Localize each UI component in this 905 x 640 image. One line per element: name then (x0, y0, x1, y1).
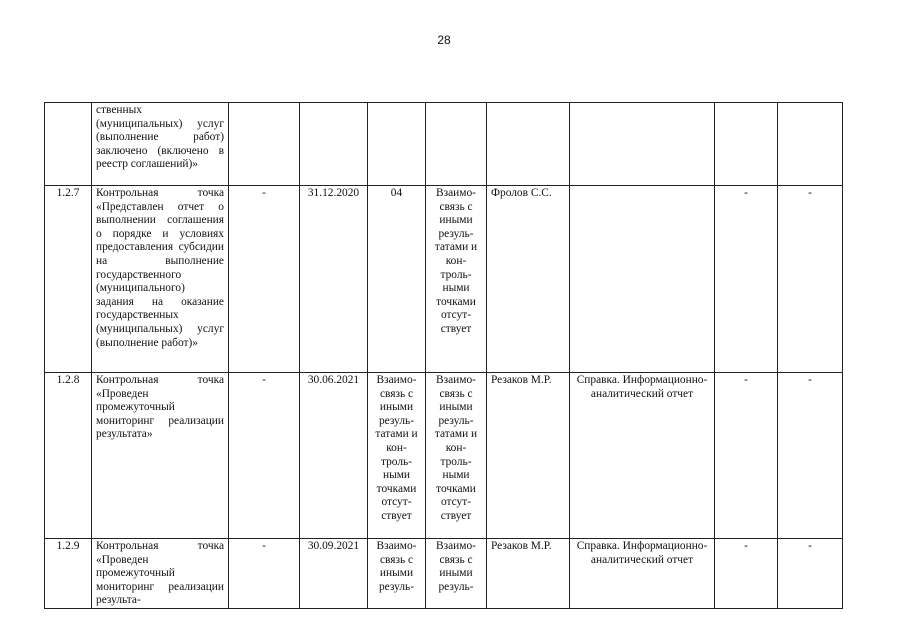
cell-col9: - (715, 539, 778, 609)
cell-responsible: Фролов С.С. (487, 186, 570, 373)
cell-description: Контрольная точка «Проведен промежуточный мониторинг реализации результата» (92, 373, 229, 539)
cell-col10 (778, 103, 843, 186)
cell-report: Справка. Информационно-аналитический отчет (570, 373, 715, 539)
cell-col9 (715, 103, 778, 186)
cell-col9: - (715, 373, 778, 539)
cell-start: - (229, 373, 300, 539)
cell-col10: - (778, 373, 843, 539)
cell-predecessor: Взаимо- связь с иными резуль- (368, 539, 426, 609)
table-row (45, 373, 843, 539)
cell-description: ственных (муниципальных) услуг (выполнение работ) заключено (включено в реестр соглашений)» (92, 103, 229, 186)
cell-end: 30.09.2021 (300, 539, 368, 609)
cell-successor: Взаимо- связь с иными резуль- татами и кон- троль- ными точками отсут- ствует (426, 373, 487, 539)
cell-predecessor: 04 (368, 186, 426, 373)
cell-end: 31.12.2020 (300, 186, 368, 373)
table-row (45, 103, 843, 186)
cell-start: - (229, 539, 300, 609)
cell-start (229, 103, 300, 186)
cell-start: - (229, 186, 300, 373)
cell-col10: - (778, 539, 843, 609)
cell-end (300, 103, 368, 186)
cell-successor (426, 103, 487, 186)
table-row (45, 539, 843, 609)
cell-responsible: Резаков М.Р. (487, 373, 570, 539)
cell-predecessor (368, 103, 426, 186)
control-points-table (44, 102, 843, 609)
cell-col9: - (715, 186, 778, 373)
cell-report (570, 103, 715, 186)
cell-num (45, 103, 92, 186)
cell-description: Контрольная точка «Представлен отчет о выполнении соглашения о порядке и условиях предоставления субсидии на выполнение государственного (муниципального) задания на оказание государственных (муниципальных) услуг (выполнение работ)» (92, 186, 229, 373)
cell-successor: Взаимо- связь с иными резуль- татами и кон- троль- ными точками отсут- ствует (426, 186, 487, 373)
cell-predecessor: Взаимо- связь с иными резуль- татами и кон- троль- ными точками отсут- ствует (368, 373, 426, 539)
cell-col10: - (778, 186, 843, 373)
cell-description: Контрольная точка «Проведен промежуточный мониторинг реализации результа- (92, 539, 229, 609)
cell-successor: Взаимо- связь с иными резуль- (426, 539, 487, 609)
page-number: 28 (437, 33, 451, 47)
cell-report (570, 186, 715, 373)
table-row (45, 186, 843, 373)
document-sheet (44, 102, 842, 607)
cell-report: Справка. Информационно-аналитический отчет (570, 539, 715, 609)
cell-num: 1.2.7 (45, 186, 92, 373)
cell-responsible: Резаков М.Р. (487, 539, 570, 609)
cell-num: 1.2.8 (45, 373, 92, 539)
cell-end: 30.06.2021 (300, 373, 368, 539)
cell-responsible (487, 103, 570, 186)
cell-num: 1.2.9 (45, 539, 92, 609)
